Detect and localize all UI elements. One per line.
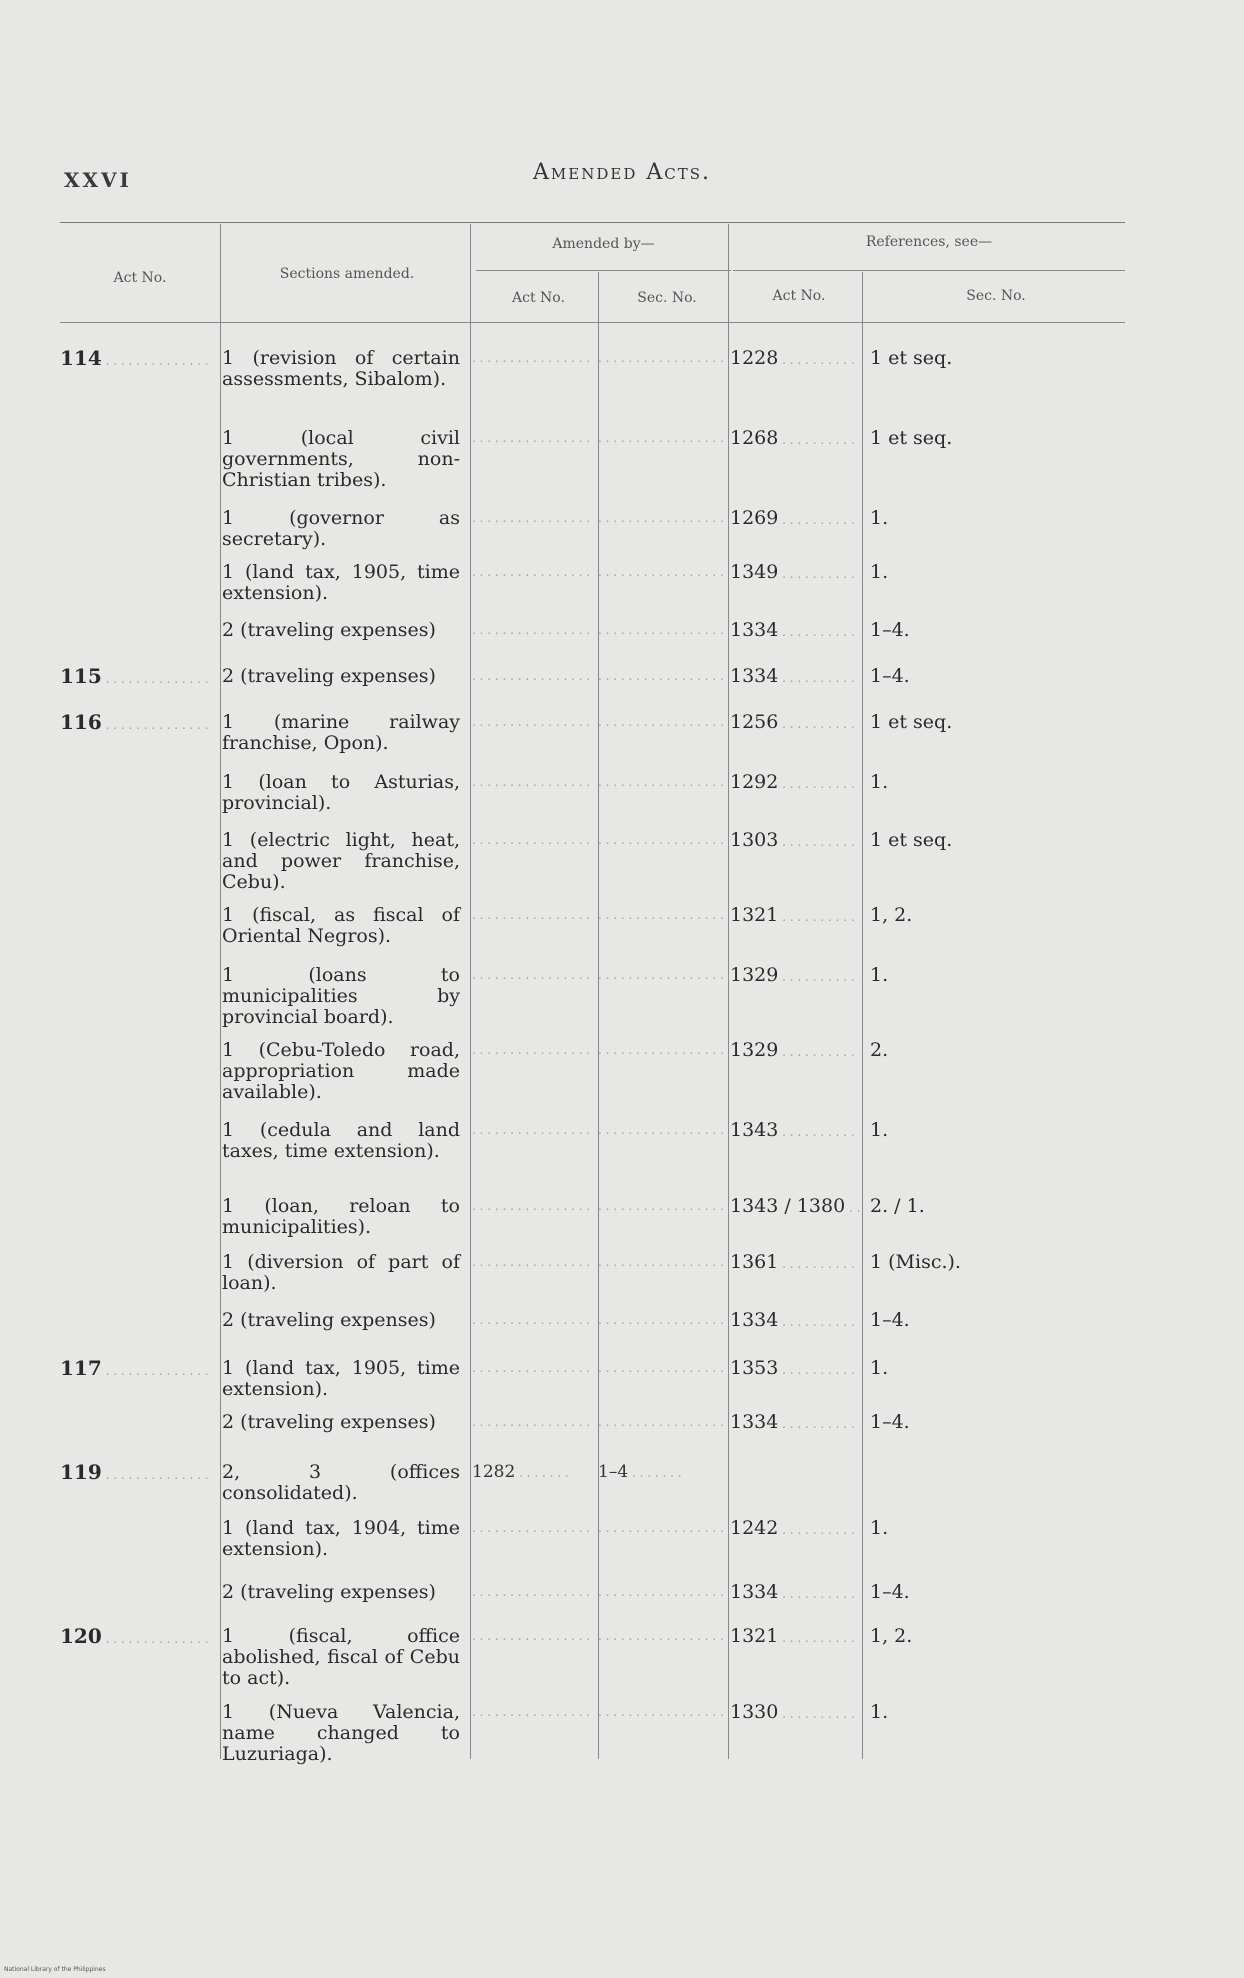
amended-sec-cell [598,1582,723,1603]
ref-act-cell: 1349 . . . [730,562,860,585]
ref-sec-cell: 1. [870,1119,889,1141]
header-sections-amended: Sections amended. [279,266,415,282]
sections-cell: 1 (land tax, 1904, time extension). [222,1517,460,1560]
amended-act-cell [472,1626,592,1647]
amended-act-cell [472,1196,592,1217]
sections-cell: 1 (diversion of part of loan). [222,1251,460,1294]
ref-sec-cell: 1. [870,1701,889,1723]
amended-act-cell [472,620,592,641]
amended-act-cell [472,1310,592,1331]
sections-cell: 1 (local civil governments, non-Christian tribes). [222,427,460,491]
ref-sec-cell: 2. [870,1039,889,1061]
ref-act-cell: 1303 . . . [730,830,860,853]
column-divider-4 [728,224,729,1759]
ref-act-cell: 1269 . . . [730,508,860,531]
ref-sec-cell: 1. [870,507,889,529]
amended-by-rule [476,270,731,271]
column-divider-2 [470,224,471,1759]
sections-cell: 1 (fiscal, as fiscal of Oriental Negros). [222,904,460,947]
ref-act-cell: 1353 . . . [730,1358,860,1381]
amended-act-cell [472,1358,592,1379]
ref-sec-cell: 1 et seq. [870,829,953,851]
ref-sec-cell: 1. [870,1517,889,1539]
ref-sec-cell: 1. [870,1357,889,1379]
amended-act-cell [472,1412,592,1433]
amended-act-cell [472,1120,592,1141]
amended-sec-cell: 1–4 . . . . . . . [598,1462,682,1482]
amended-sec-cell [598,1626,723,1647]
amended-sec-cell [598,508,723,529]
ref-sec-cell: 1 (Misc.). [870,1251,961,1273]
ref-act-cell: 1361 . . . [730,1252,860,1275]
amended-sec-cell [598,830,723,851]
ref-sec-cell: 1, 2. [870,904,913,926]
table-top-rule [60,222,1125,223]
amended-sec-cell [598,1518,723,1539]
ref-sec-cell: 1 et seq. [870,427,953,449]
amended-act-cell-value: 1282 [472,1462,516,1482]
ref-act-cell: 1242 . . . [730,1518,860,1541]
amended-act-cell [472,712,592,733]
amended-sec-cell [598,905,723,926]
sections-cell: 1 (fiscal, office abolished, fiscal of Cebu to act). [222,1625,460,1689]
ref-sec-cell: 1 et seq. [870,347,953,369]
header-ref-sec-no: Sec. No. [966,288,1026,304]
ref-sec-cell: 1. [870,561,889,583]
column-divider-5 [862,272,863,1759]
sections-cell: 2 (traveling expenses) [222,1309,436,1331]
ref-sec-cell: 1. [870,964,889,986]
amended-sec-cell [598,1120,723,1141]
ref-act-cell: 1321 . . . [730,1626,860,1649]
amended-sec-cell [598,712,723,733]
amended-act-cell [472,1582,592,1603]
sections-cell: 1 (marine railway franchise, Opon). [222,711,460,754]
sections-cell: 1 (loan to Asturias, provincial). [222,771,460,814]
sections-cell: 2 (traveling expenses) [222,1411,436,1433]
ref-act-cell: 1292 . . . [730,772,860,795]
amended-act-cell [472,428,592,449]
ref-act-cell: 1334 . . . [730,1582,860,1605]
ref-sec-cell: 1, 2. [870,1625,913,1647]
amended-act-cell [472,1702,592,1723]
act-no-cell: 116 . . . [60,712,210,736]
column-divider-1 [220,224,221,1759]
header-ref-act-no: Act No. [772,288,826,304]
references-rule [733,270,1125,271]
amended-sec-cell [598,562,723,583]
act-no-cell: 115 . . . [60,666,210,690]
amended-act-cell [472,772,592,793]
sections-cell: 2 (traveling expenses) [222,1581,436,1603]
ref-sec-cell: 1. [870,771,889,793]
ref-act-cell: 1343 / 1380 . . . [730,1196,860,1219]
ref-sec-cell: 2. / 1. [870,1195,925,1217]
amended-act-cell [472,830,592,851]
sections-cell: 1 (land tax, 1905, time extension). [222,1357,460,1400]
act-no-cell: 120 . . . [60,1626,210,1650]
header-amended-by: Amended by— [552,236,655,252]
amended-act-cell [472,1518,592,1539]
ref-sec-cell: 1–4. [870,1581,910,1603]
sections-cell: 1 (Cebu-Toledo road, appropriation made available). [222,1039,460,1103]
ref-sec-cell: 1 et seq. [870,711,953,733]
ref-sec-cell: 1–4. [870,619,910,641]
amended-act-cell: 1282 . . . . . . . [472,1462,569,1482]
header-references: References, see— [865,234,993,250]
amended-sec-cell [598,1310,723,1331]
ref-act-cell: 1329 . . . [730,1040,860,1063]
amended-sec-cell [598,620,723,641]
sections-cell: 1 (governor as secretary). [222,507,460,550]
amended-sec-cell [598,1702,723,1723]
header-amended-act-no: Act No. [512,290,565,306]
ref-act-cell: 1321 . . . [730,905,860,928]
ref-act-cell: 1334 . . . [730,1310,860,1333]
page-number: XXVI [64,168,132,192]
ref-act-cell: 1256 . . . [730,712,860,735]
amended-sec-cell-value: 1–4 [598,1462,629,1482]
ref-sec-cell: 1–4. [870,1411,910,1433]
sections-cell: 1 (loan, reloan to municipalities). [222,1195,460,1238]
amended-sec-cell [598,772,723,793]
amended-act-cell [472,562,592,583]
amended-act-cell [472,508,592,529]
amended-sec-cell [598,428,723,449]
sections-cell: 1 (cedula and land taxes, time extension). [222,1119,460,1162]
ref-sec-cell: 1–4. [870,1309,910,1331]
amended-sec-cell [598,348,723,369]
amended-act-cell [472,905,592,926]
footer-credit: National Library of the Philippines [4,1966,106,1973]
amended-sec-cell [598,1412,723,1433]
ref-act-cell: 1343 . . . [730,1120,860,1143]
ref-act-cell: 1330 . . . [730,1702,860,1725]
amended-act-cell [472,1252,592,1273]
ref-sec-cell: 1–4. [870,665,910,687]
amended-sec-cell [598,1252,723,1273]
amended-act-cell [472,965,592,986]
sections-cell: 2 (traveling expenses) [222,665,436,687]
ref-act-cell: 1334 . . . [730,666,860,689]
amended-act-cell [472,1040,592,1061]
sections-cell: 1 (revision of certain assessments, Sibalom). [222,347,460,390]
amended-sec-cell [598,1040,723,1061]
sections-cell: 1 (loans to municipalities by provincial board). [222,964,460,1028]
ref-act-cell: 1329 . . . [730,965,860,988]
amended-sec-cell [598,666,723,687]
act-no-cell: 119 . . . [60,1462,210,1486]
ref-act-cell: 1228 . . . [730,348,860,371]
sections-cell: 1 (Nueva Valencia, name changed to Luzuriaga). [222,1701,460,1765]
act-no-cell: 114 . . . [60,348,210,372]
amended-act-cell [472,348,592,369]
ref-act-cell: 1268 . . . [730,428,860,451]
header-amended-sec-no: Sec. No. [637,290,697,306]
act-no-cell: 117 . . . [60,1358,210,1382]
amended-sec-cell [598,1358,723,1379]
amended-sec-cell [598,965,723,986]
header-act-no: Act No. [113,270,167,286]
ref-act-cell: 1334 . . . [730,620,860,643]
sections-cell: 2, 3 (offices consolidated). [222,1461,460,1504]
sections-cell: 1 (electric light, heat, and power franchise, Cebu). [222,829,460,893]
sections-cell: 2 (traveling expenses) [222,619,436,641]
amended-sec-cell [598,1196,723,1217]
amended-act-cell [472,666,592,687]
ref-act-cell: 1334 . . . [730,1412,860,1435]
running-title: Amended Acts. [533,160,711,185]
sections-cell: 1 (land tax, 1905, time extension). [222,561,460,604]
